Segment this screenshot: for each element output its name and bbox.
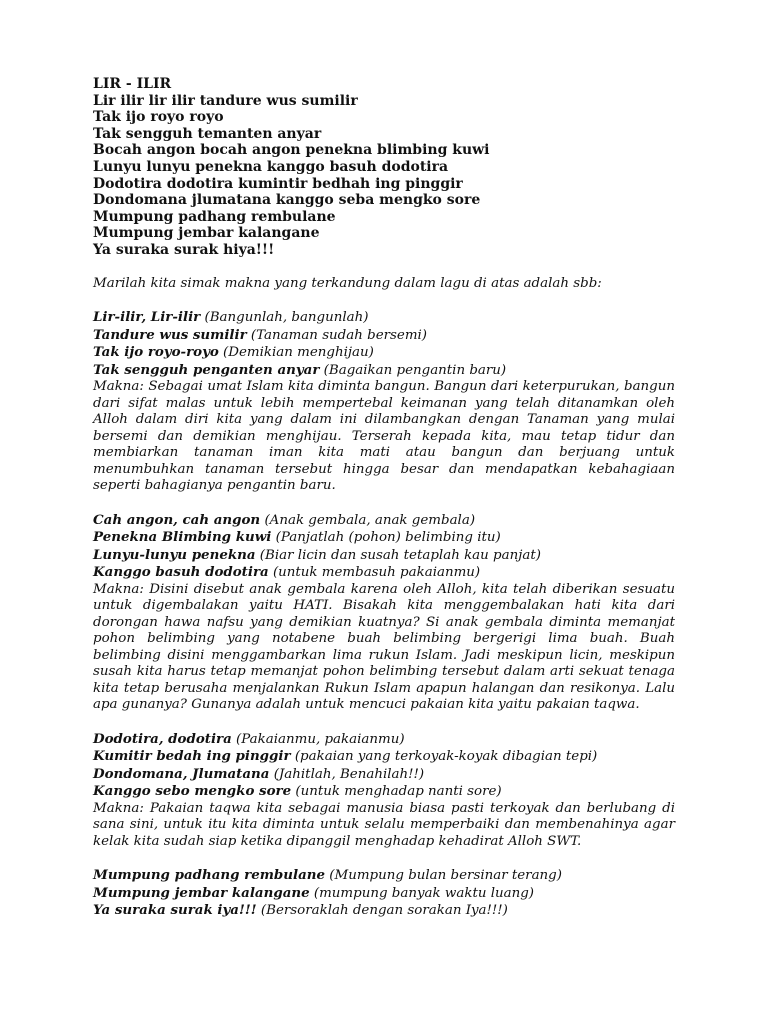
poem-line: Tak sengguh temanten anyar <box>93 125 322 142</box>
term-phrase: Lunyu-lunyu penekna <box>93 546 256 563</box>
poem-line: Dodotira dodotira kumintir bedhah ing pinggir <box>93 175 463 192</box>
poem-line: Mumpung padhang rembulane <box>93 208 336 225</box>
explanation-section-1 <box>93 309 675 495</box>
term-phrase: Penekna Blimbing kuwi <box>93 529 272 546</box>
term-line <box>93 327 675 345</box>
poem-line: Lir ilir lir ilir tandure wus sumilir <box>93 92 358 109</box>
explanation-section-4 <box>93 867 675 920</box>
term-phrase: Tak sengguh penganten anyar <box>93 361 320 378</box>
term-phrase: Dodotira, dodotira <box>93 730 232 747</box>
poem-title: LIR - ILIR <box>93 76 172 92</box>
term-meaning: (Demikian menghijau) <box>223 345 374 361</box>
term-line <box>93 748 675 766</box>
term-meaning: (mumpung banyak waktu luang) <box>313 885 535 901</box>
term-line <box>93 547 675 565</box>
term-line <box>93 564 675 582</box>
term-line <box>93 529 675 547</box>
term-line <box>93 766 675 784</box>
term-line <box>93 783 675 801</box>
term-line <box>93 512 675 530</box>
term-meaning: (Tanaman sudah bersemi) <box>250 327 428 343</box>
makna-paragraph: Makna: Sebagai umat Islam kita diminta bangun. Bangun dari keterpurukan, bangun dari sifat malas untuk lebih mempertebal keimanan yang telah ditanamkan oleh Alloh dalam diri kita yang dalam ini dilambangkan dengan Tanaman yang mulai bersemi dan demikian menghijau. Terserah kepada kita, mau tetap tidur dan membiarkan tanaman iman kita mati atau bangun dan berjuang untuk menumbuhkan tanaman tersebut hingga besar dan mendapatkan kebahagiaan seperti bahagianya pengantin baru. <box>93 379 675 494</box>
poem-line: Lunyu lunyu penekna kanggo basuh dodotira <box>93 158 449 175</box>
makna-paragraph: Makna: Disini disebut anak gembala karena oleh Alloh, kita telah diberikan sesuatu untuk digembalakan yaitu HATI. Bisakah kita menggembalakan hati kita dari dorongan hawa nafsu yang demikian kuatnya? Si anak gembala diminta memanjat pohon belimbing yang notabene buah belimbing bergerigi lima buah. Buah belimbing disini menggambarkan lima rukun Islam. Jadi meskipun licin, meskipun susah kita harus tetap memanjat pohon belimbing tersebut dalam arti sekuat tenaga kita tetap berusaha menjalankan Rukun Islam apapun halangan dan resikonya. Lalu apa gunanya? Gunanya adalah untuk mencuci pakaian kita yaitu pakaian taqwa. <box>93 581 675 713</box>
term-phrase: Kanggo basuh dodotira <box>93 564 269 581</box>
term-meaning: (untuk membasuh pakaianmu) <box>272 565 481 581</box>
poem-line: Mumpung jembar kalangane <box>93 225 320 242</box>
term-meaning: (Bersoraklah dengan sorakan Iya!!!) <box>260 903 508 919</box>
term-line <box>93 867 675 885</box>
term-meaning: (Bangunlah, bangunlah) <box>204 310 369 326</box>
intro-text: Marilah kita simak makna yang terkandung dalam lagu di atas adalah sbb: <box>93 275 602 291</box>
poem-line: Dondomana jlumatana kanggo seba mengko sore <box>93 192 481 209</box>
makna-paragraph: Makna: Pakaian taqwa kita sebagai manusia biasa pasti terkoyak dan berlubang di sana sini, untuk itu kita diminta untuk selalu memperbaiki dan membenahinya agar kelak kita sudah siap ketika dipanggil menghadap kehadirat Alloh SWT. <box>93 800 675 849</box>
term-meaning: (untuk menghadap nanti sore) <box>295 784 502 800</box>
term-meaning: (Biar licin dan susah tetaplah kau panjat) <box>259 547 541 563</box>
term-phrase: Ya suraka surak iya!!! <box>93 902 257 919</box>
term-phrase: Mumpung jembar kalangane <box>93 884 310 901</box>
term-phrase: Kanggo sebo mengko sore <box>93 783 292 800</box>
term-line <box>93 902 675 920</box>
term-meaning: (Anak gembala, anak gembala) <box>264 512 476 528</box>
poem-line: Bocah angon bocah angon penekna blimbing kuwi <box>93 142 490 159</box>
term-phrase: Tandure wus sumilir <box>93 326 247 343</box>
term-meaning: (Panjatlah (pohon) belimbing itu) <box>275 530 501 546</box>
term-line <box>93 344 675 362</box>
term-line <box>93 731 675 749</box>
poem-line: Tak ijo royo royo <box>93 109 224 126</box>
term-line <box>93 885 675 903</box>
term-phrase: Tak ijo royo-royo <box>93 344 219 361</box>
term-line <box>93 362 675 380</box>
explanation-section-2 <box>93 512 675 714</box>
term-phrase: Mumpung padhang rembulane <box>93 867 326 884</box>
term-meaning: (pakaian yang terkoyak-koyak dibagian tepi) <box>294 749 598 765</box>
term-meaning: (Pakaianmu, pakaianmu) <box>236 731 405 747</box>
term-phrase: Dondomana, Jlumatana <box>93 765 270 782</box>
term-phrase: Kumitir bedah ing pinggir <box>93 748 291 765</box>
term-meaning: (Bagaikan pengantin baru) <box>323 362 507 378</box>
poem-block <box>93 76 675 259</box>
document-page <box>93 76 675 920</box>
term-line <box>93 309 675 327</box>
term-phrase: Lir-ilir, Lir-ilir <box>93 309 201 326</box>
explanation-section-3 <box>93 731 675 851</box>
term-phrase: Cah angon, cah angon <box>93 511 261 528</box>
poem-line: Ya suraka surak hiya!!! <box>93 241 275 258</box>
term-meaning: (Jahitlah, Benahilah!!) <box>273 766 425 782</box>
term-meaning: (Mumpung bulan bersinar terang) <box>329 868 562 884</box>
